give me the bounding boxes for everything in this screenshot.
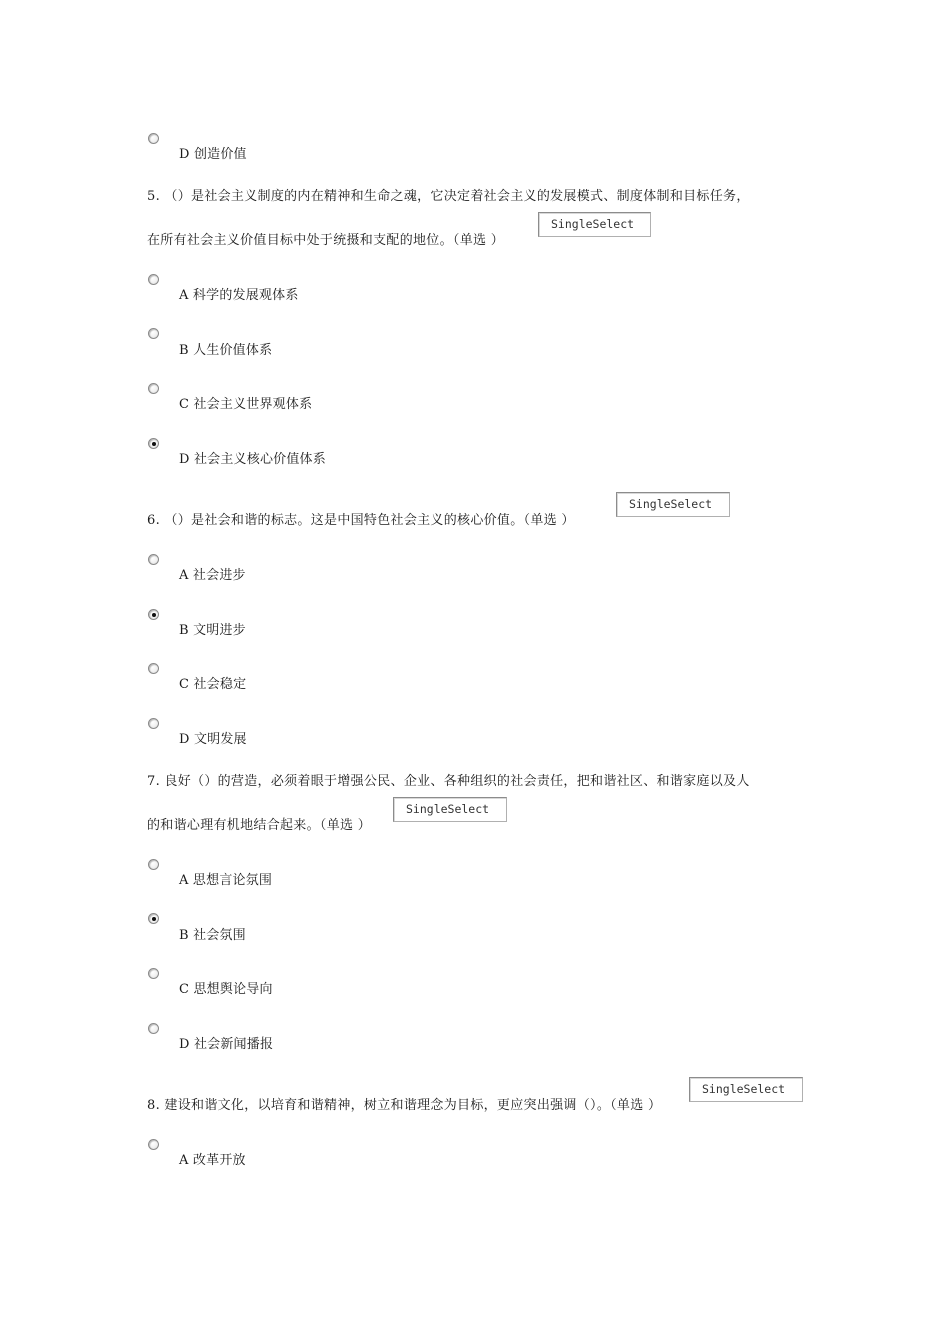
q6-option-c-label: C 社会稳定 (179, 677, 247, 692)
q5-option-b-label: B 人生价值体系 (179, 343, 273, 358)
q5-option-b-radio[interactable] (148, 328, 159, 339)
q6-option-b-radio[interactable] (148, 609, 159, 620)
q6-option-b-label: B 文明进步 (179, 623, 246, 638)
q6-option-c-radio[interactable] (148, 663, 159, 674)
q7-option-d-radio[interactable] (148, 1023, 159, 1034)
q7-option-b-label: B 社会氛围 (179, 928, 246, 943)
q8-option-a-label: A 改革开放 (179, 1153, 246, 1168)
q6-option-a-radio[interactable] (148, 554, 159, 565)
q5-option-a-label: A 科学的发展观体系 (179, 288, 299, 303)
q7-option-d-label: D 社会新闻播报 (179, 1037, 274, 1052)
q4-option-d-radio[interactable] (148, 133, 159, 144)
q5-option-c-label: C 社会主义世界观体系 (179, 397, 313, 412)
q5-option-c-radio[interactable] (148, 383, 159, 394)
q6-option-a-label: A 社会进步 (179, 568, 246, 583)
q7-option-c-radio[interactable] (148, 968, 159, 979)
q7-option-b-radio[interactable] (148, 913, 159, 924)
q7-text-line1: 7. 良好（）的营造，必须着眼于增强公民、企业、各种组织的社会责任，把和谐社区、和谐家庭以及人 (147, 774, 750, 789)
q7-text-line2: 的和谐心理有机地结合起来。（单选 ） (147, 818, 372, 833)
q6-text-line1: 6. （）是社会和谐的标志。这是中国特色社会主义的核心价值。（单选 ） (147, 513, 575, 528)
q5-option-d-label: D 社会主义核心价值体系 (179, 452, 326, 467)
q5-text-line2: 在所有社会主义价值目标中处于统摄和支配的地位。（单选 ） (147, 233, 505, 248)
q5-option-a-radio[interactable] (148, 274, 159, 285)
q4-option-d-label: D 创造价值 (179, 147, 247, 162)
q5-option-d-radio[interactable] (148, 438, 159, 449)
q8-text-line1: 8. 建设和谐文化，以培育和谐精神，树立和谐理念为目标，更应突出强调（）。（单选 ） (147, 1098, 662, 1113)
q7-option-a-radio[interactable] (148, 859, 159, 870)
q7-option-c-label: C 思想舆论导向 (179, 982, 273, 997)
q6-option-d-label: D 文明发展 (179, 732, 247, 747)
q6-option-d-radio[interactable] (148, 718, 159, 729)
q7-single-select[interactable]: SingleSelect (393, 797, 507, 822)
q5-text-line1: 5. （）是社会主义制度的内在精神和生命之魂，它决定着社会主义的发展模式、制度体制和目标任务， (147, 189, 750, 204)
q5-single-select[interactable]: SingleSelect (538, 212, 651, 237)
q6-single-select[interactable]: SingleSelect (616, 492, 730, 517)
q8-option-a-radio[interactable] (148, 1139, 159, 1150)
q7-option-a-label: A 思想言论氛围 (179, 873, 273, 888)
q8-single-select[interactable]: SingleSelect (689, 1077, 803, 1102)
